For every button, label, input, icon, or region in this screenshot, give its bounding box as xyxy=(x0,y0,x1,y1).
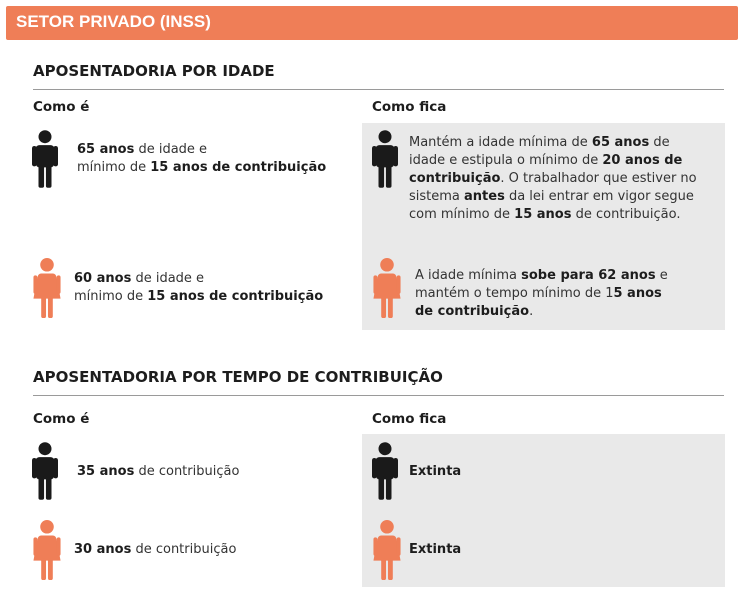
banner-title: SETOR PRIVADO (INSS) xyxy=(16,12,211,31)
after-panel-tempo xyxy=(362,434,725,587)
section-title-tempo: APOSENTADORIA POR TEMPO DE CONTRIBUIÇÃO xyxy=(33,368,443,386)
male-idade-before: 65 anos de idade e mínimo de 15 anos de contribuição xyxy=(77,142,327,175)
column-header-before: Como é xyxy=(33,411,90,427)
male-idade-after: Mantém a idade mínima de 65 anos de idade e estipula o mínimo de 20 anos de contribuição. O trabalhador que estiver no sistema antes da lei entrar em vigor segue com mínimo de 15 anos de contribuição. xyxy=(409,135,697,222)
female-icon xyxy=(32,258,62,318)
female-icon xyxy=(32,520,62,580)
female-tempo-after: Extinta xyxy=(409,542,462,557)
male-tempo-before: 35 anos de contribuição xyxy=(77,464,240,479)
female-icon xyxy=(372,258,402,318)
female-idade-after: A idade mínima sobe para 62 anos e mantém o tempo mínimo de 15 anos de contribuição. xyxy=(415,268,668,319)
male-icon xyxy=(372,129,398,189)
male-icon xyxy=(372,441,398,501)
male-tempo-after: Extinta xyxy=(409,464,462,479)
header-banner xyxy=(6,6,738,40)
column-header-after: Como fica xyxy=(372,99,447,115)
divider xyxy=(33,395,724,396)
female-tempo-before: 30 anos de contribuição xyxy=(74,542,237,557)
male-icon xyxy=(32,129,58,189)
column-header-after: Como fica xyxy=(372,411,447,427)
male-icon xyxy=(32,441,58,501)
divider xyxy=(33,89,724,90)
section-title-idade: APOSENTADORIA POR IDADE xyxy=(33,62,275,80)
female-idade-before: 60 anos de idade e mínimo de 15 anos de contribuição xyxy=(74,271,324,304)
female-icon xyxy=(372,520,402,580)
column-header-before: Como é xyxy=(33,99,90,115)
